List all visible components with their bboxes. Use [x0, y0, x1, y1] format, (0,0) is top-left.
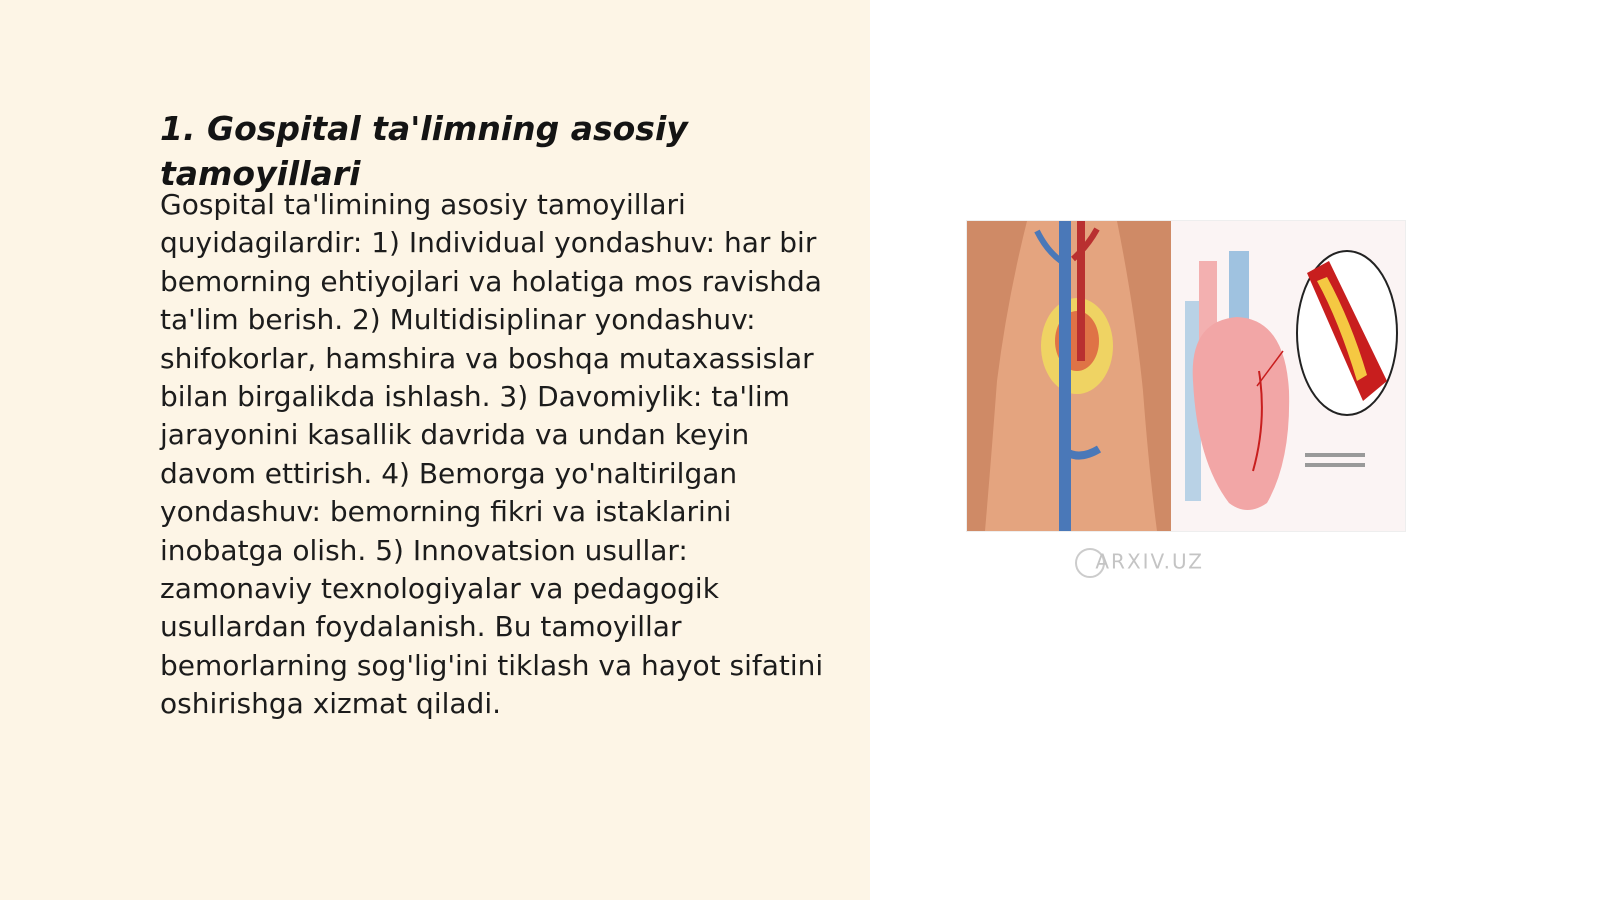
- slide-body-text: Gospital ta'limining asosiy tamoyillari quyidagilardir: 1) Individual yondashuv: har bir bemorning ehtiyojlari va holatiga mos ravishda ta'lim berish. 2) Multidisiplinar yondashuv: shifokorlar, hamshira va boshqa mutaxassislar bilan birgalikda ishlash. 3) Davomiylik: ta'lim jarayonini kasallik davrida va undan keyin davom ettirish. 4) Bemorga yo'naltirilgan yondashuv: bemorning fikri va istaklarini inobatga olish. 5) Innovatsion usullar: zamonaviy texnologiyalar va pedagogik usullardan foydalanish. Bu tamoyillar bemorlarning sog'lig'ini tiklash va hayot sifatini oshirishga xizmat qiladi.: [160, 188, 824, 721]
- heart-artery-illustration: [966, 220, 1406, 532]
- slide-title: 1. Gospital ta'limning asosiy tamoyillari: [160, 109, 688, 193]
- torso-illustration: [967, 221, 1171, 531]
- watermark-text: ARXIV.UZ: [1095, 549, 1204, 574]
- watermark: [1075, 548, 1204, 578]
